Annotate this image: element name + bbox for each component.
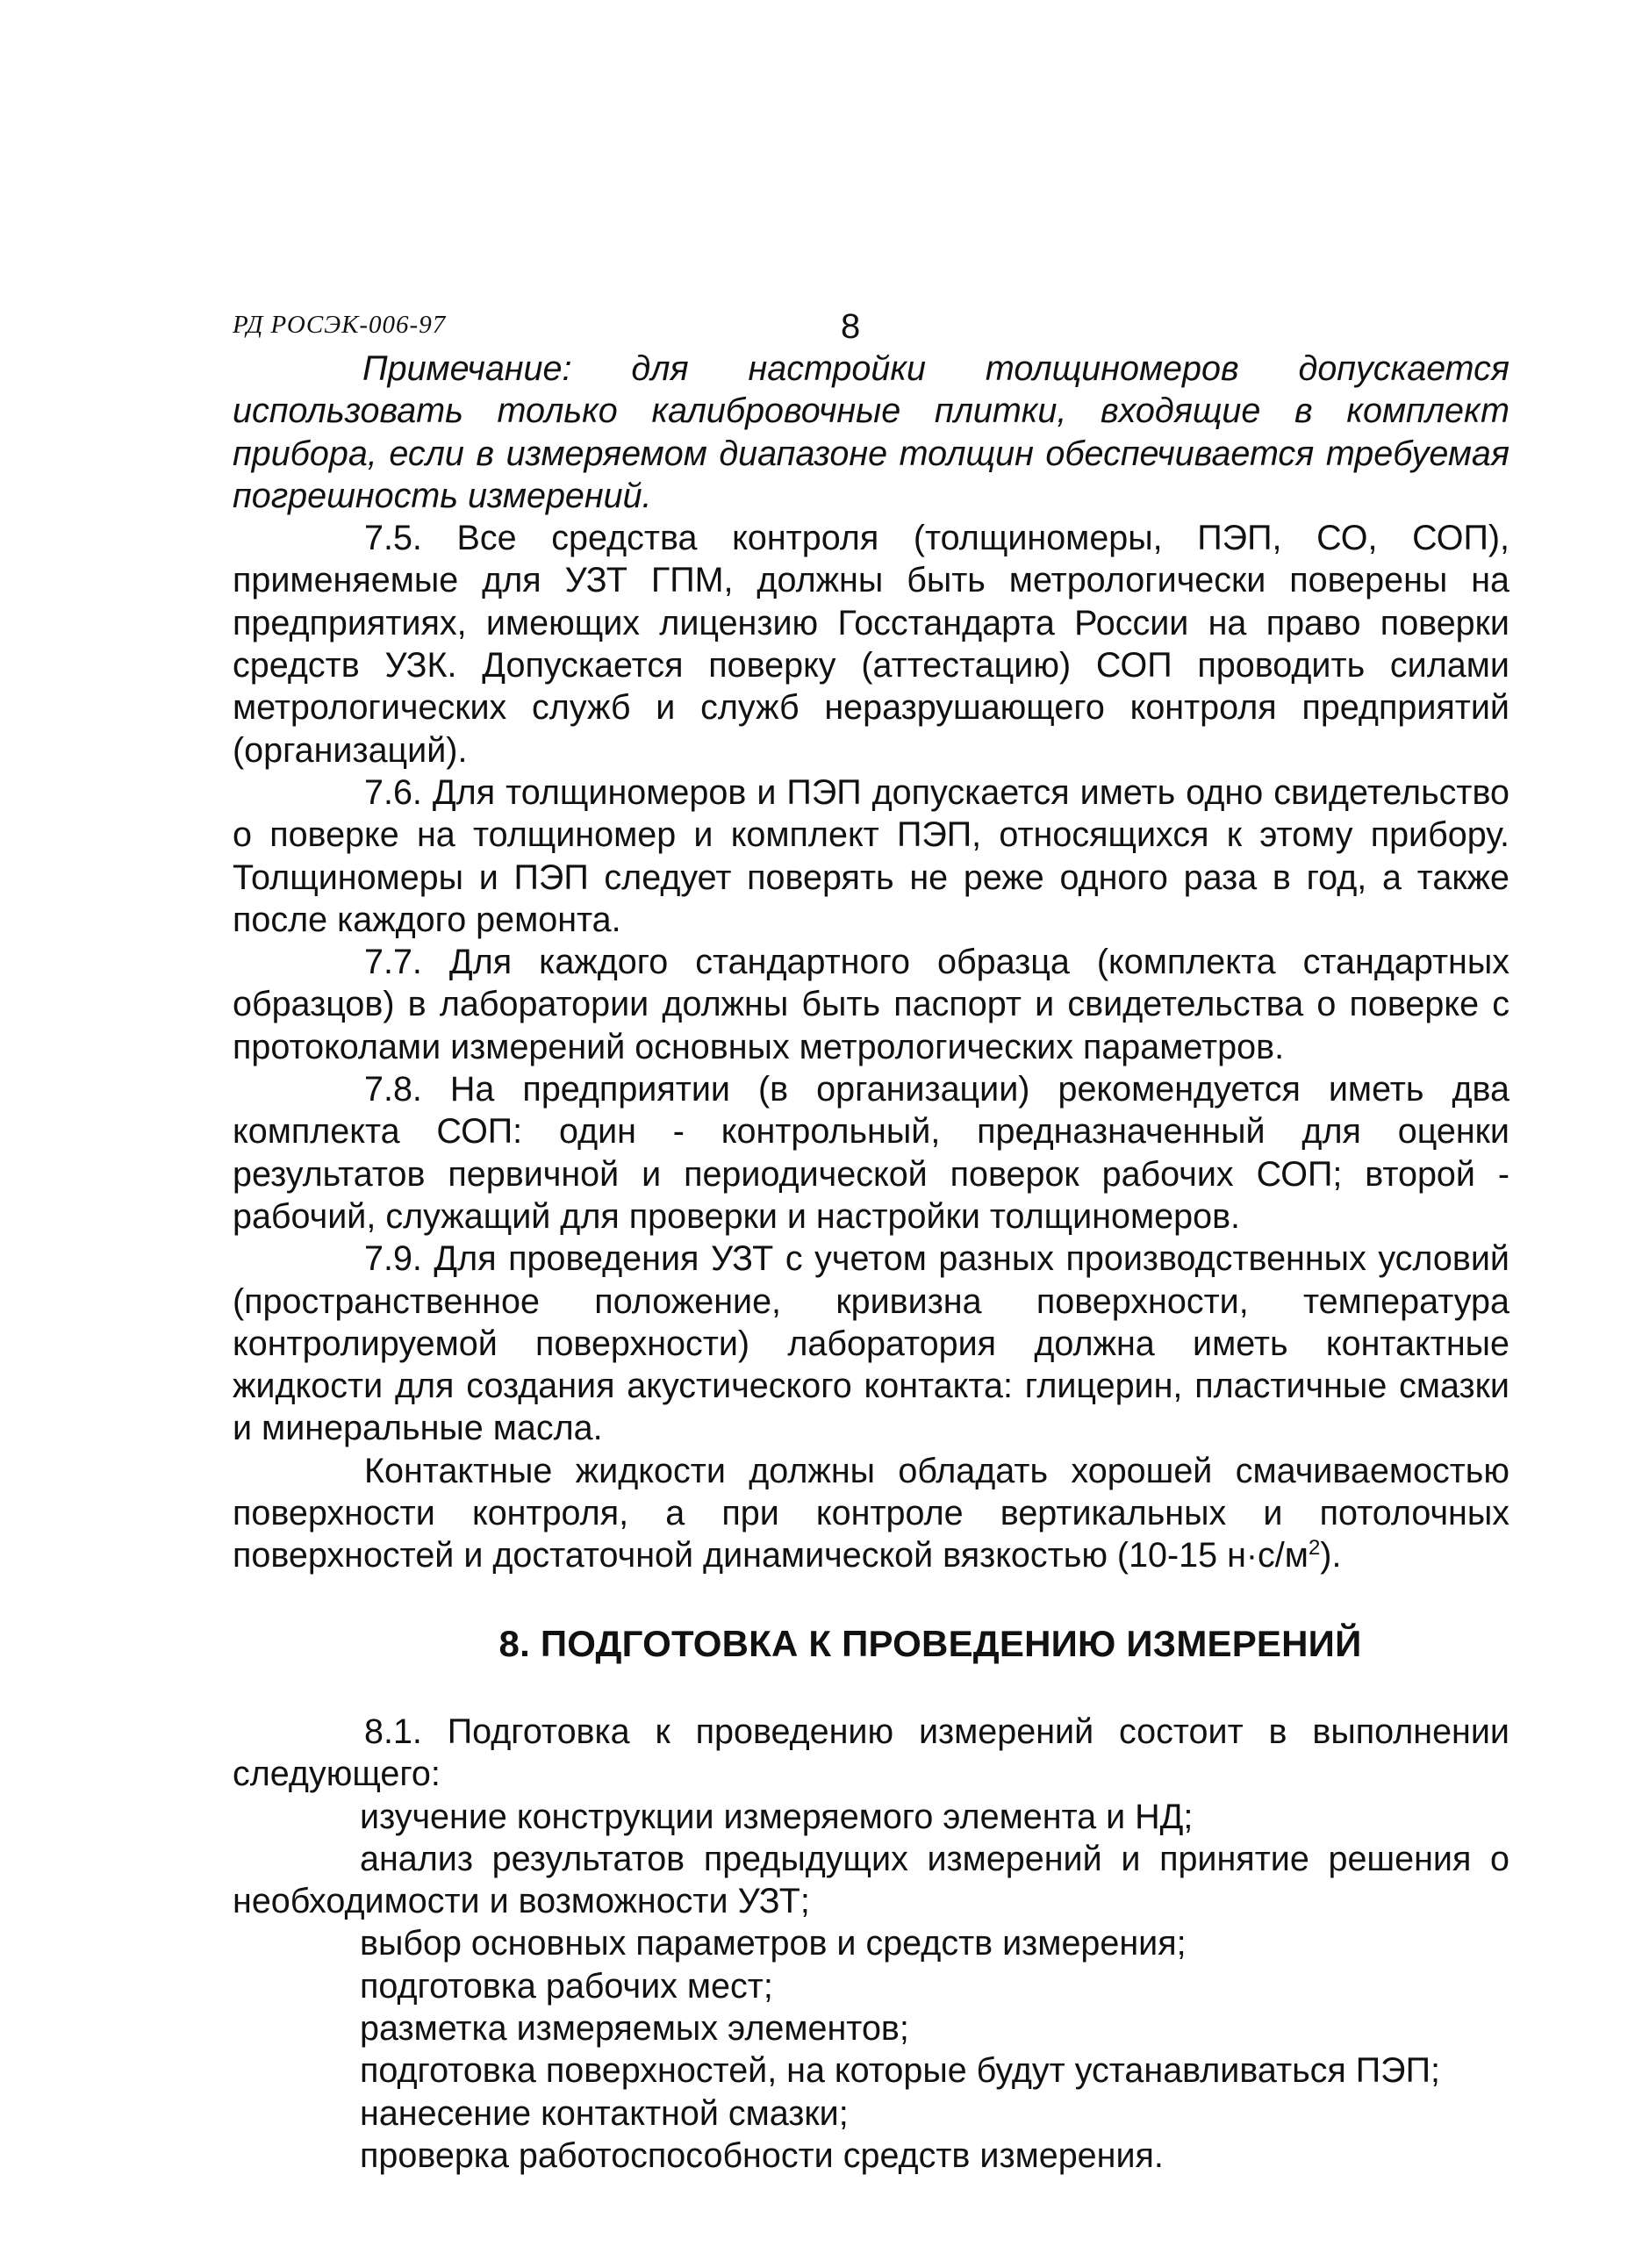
- page-header: [233, 307, 1505, 351]
- list-item: подготовка поверхностей, на которые будут устанавливаться ПЭП;: [360, 2051, 1440, 2091]
- list-item: выбор основных параметров и средств измерения;: [360, 1924, 1187, 1963]
- list-item: анализ результатов предыдущих измерений и принятие решения о необходимости и возможности УЗТ;: [233, 1839, 1509, 1921]
- paragraph-7-8: 7.8. На предприятии (в организации) рекомендуется иметь два комплекта СОП: один - контрольный, предназначенный для оценки результатов первичной и периодической поверок рабочих СОП; второй - рабочий, служащий для проверки и настройки толщиномеров.: [233, 1070, 1509, 1236]
- paragraph-7-9: 7.9. Для проведения УЗТ с учетом разных производственных условий (пространственное положение, кривизна поверхности, температура контролируемой поверхности) лаборатория должна иметь контактные жидкости для создания акустического контакта: глицерин, пластичные смазки и минеральные масла.: [233, 1239, 1509, 1448]
- document-body: [233, 348, 1509, 2177]
- contact-fluids-tail: ).: [1320, 1536, 1342, 1575]
- list-item: нанесение контактной смазки;: [360, 2093, 849, 2133]
- note-paragraph: Примечание: для настройки толщиномеров допускается использовать только калибровочные плитки, входящие в комплект прибора, если в измеряемом диапазоне толщин обеспечивается требуемая погрешность измерений.: [233, 349, 1509, 515]
- page-number: 8: [841, 307, 861, 346]
- section-title: 8. ПОДГОТОВКА К ПРОВЕДЕНИЮ ИЗМЕРЕНИЙ: [498, 1622, 1362, 1664]
- paragraph-7-5: 7.5. Все средства контроля (толщиномеры, ПЭП, СО, СОП), применяемые для УЗТ ГПМ, должны быть метрологически поверены на предприятиях, имеющих лицензию Госстандарта России на право поверки средств УЗК. Допускается поверку (аттестацию) СОП проводить силами метрологических служб и служб неразрушающего контроля предприятий (организаций).: [233, 519, 1509, 770]
- paragraph-7-6: 7.6. Для толщиномеров и ПЭП допускается иметь одно свидетельство о поверке на толщиномер и комплект ПЭП, относящихся к этому прибору. Толщиномеры и ПЭП следует поверять не реже одного раза в год, а также после каждого ремонта.: [233, 772, 1509, 939]
- paragraph-8-1: 8.1. Подготовка к проведению измерений состоит в выполнении следующего:: [233, 1712, 1509, 1794]
- list-item: изучение конструкции измеряемого элемента и НД;: [360, 1797, 1194, 1836]
- list-item: разметка измеряемых элементов;: [360, 2008, 909, 2048]
- list-item: подготовка рабочих мест;: [360, 1966, 773, 2006]
- contact-fluids-paragraph: [233, 1450, 1509, 1577]
- unit-superscript: 2: [1308, 1536, 1321, 1561]
- paragraph-7-7: 7.7. Для каждого стандартного образца (комплекта стандартных образцов) в лаборатории должны быть паспорт и свидетельства о поверке с протоколами измерений основных метрологических параметров.: [233, 943, 1509, 1066]
- document-code: РД РОСЭК-006-97: [233, 311, 447, 339]
- list-item: проверка работоспособности средств измерения.: [360, 2135, 1164, 2175]
- contact-fluids-text: Контактные жидкости должны обладать хорошей смачиваемостью поверхности контроля, а при контроле вертикальных и потолочных поверхностей и достаточной динамической вязкостью (10-15 н·с/м: [233, 1451, 1509, 1575]
- preparation-list: [233, 1796, 1509, 2178]
